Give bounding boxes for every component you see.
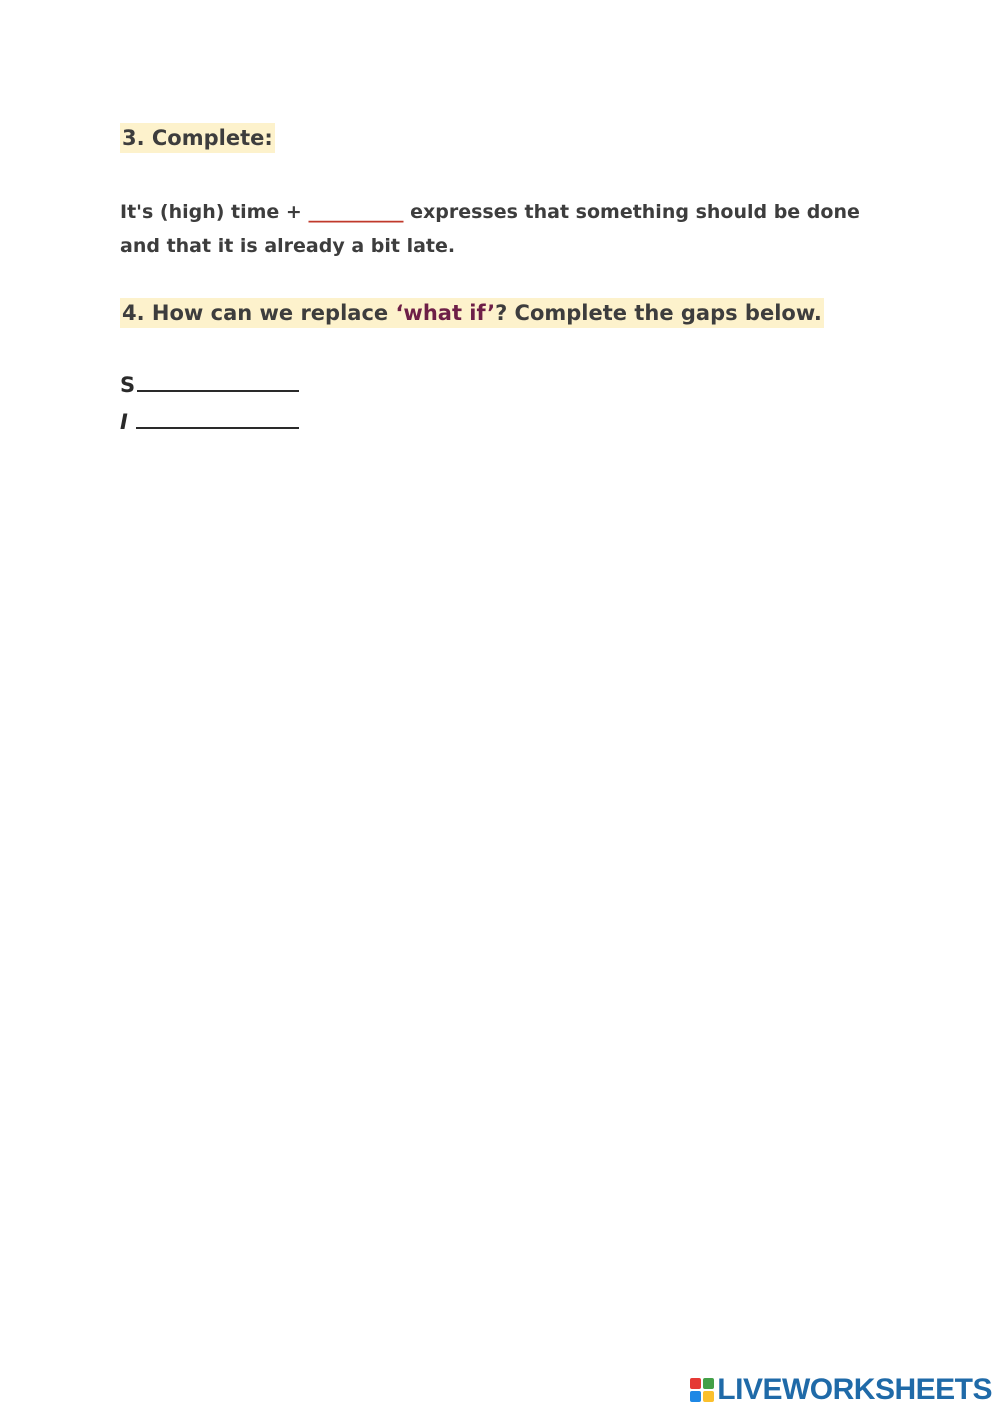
gap-s-input[interactable] — [137, 368, 299, 392]
gap-s-row — [120, 368, 299, 400]
gap-i-row — [120, 405, 299, 437]
gap-s-letter: S — [120, 373, 136, 397]
section-3-text-after: expresses that something should be done and that it is already a bit late. — [120, 201, 860, 257]
section-4-heading-before: 4. How can we replace — [122, 301, 396, 325]
section-4-heading-quote: ‘what if’ — [395, 301, 496, 325]
liveworksheets-logo-icon — [690, 1378, 714, 1402]
logo-square-2 — [703, 1378, 714, 1389]
section-4-heading-after: ? Complete the gaps below. — [495, 301, 822, 325]
section-3-heading — [120, 123, 275, 153]
section-4-heading — [120, 298, 824, 328]
liveworksheets-logo — [690, 1373, 992, 1407]
gap-i-input[interactable] — [136, 405, 299, 429]
gap-i-letter: I — [120, 410, 128, 434]
section-3-heading-text: 3. Complete: — [122, 126, 273, 150]
section-3-blank[interactable]: __________ — [308, 201, 404, 223]
logo-square-1 — [690, 1378, 701, 1389]
section-3-paragraph — [120, 195, 860, 263]
logo-square-3 — [690, 1391, 701, 1402]
liveworksheets-logo-text: LIVEWORKSHEETS — [717, 1373, 992, 1406]
logo-square-4 — [703, 1391, 714, 1402]
section-3-text-before: It's (high) time + — [120, 201, 309, 223]
